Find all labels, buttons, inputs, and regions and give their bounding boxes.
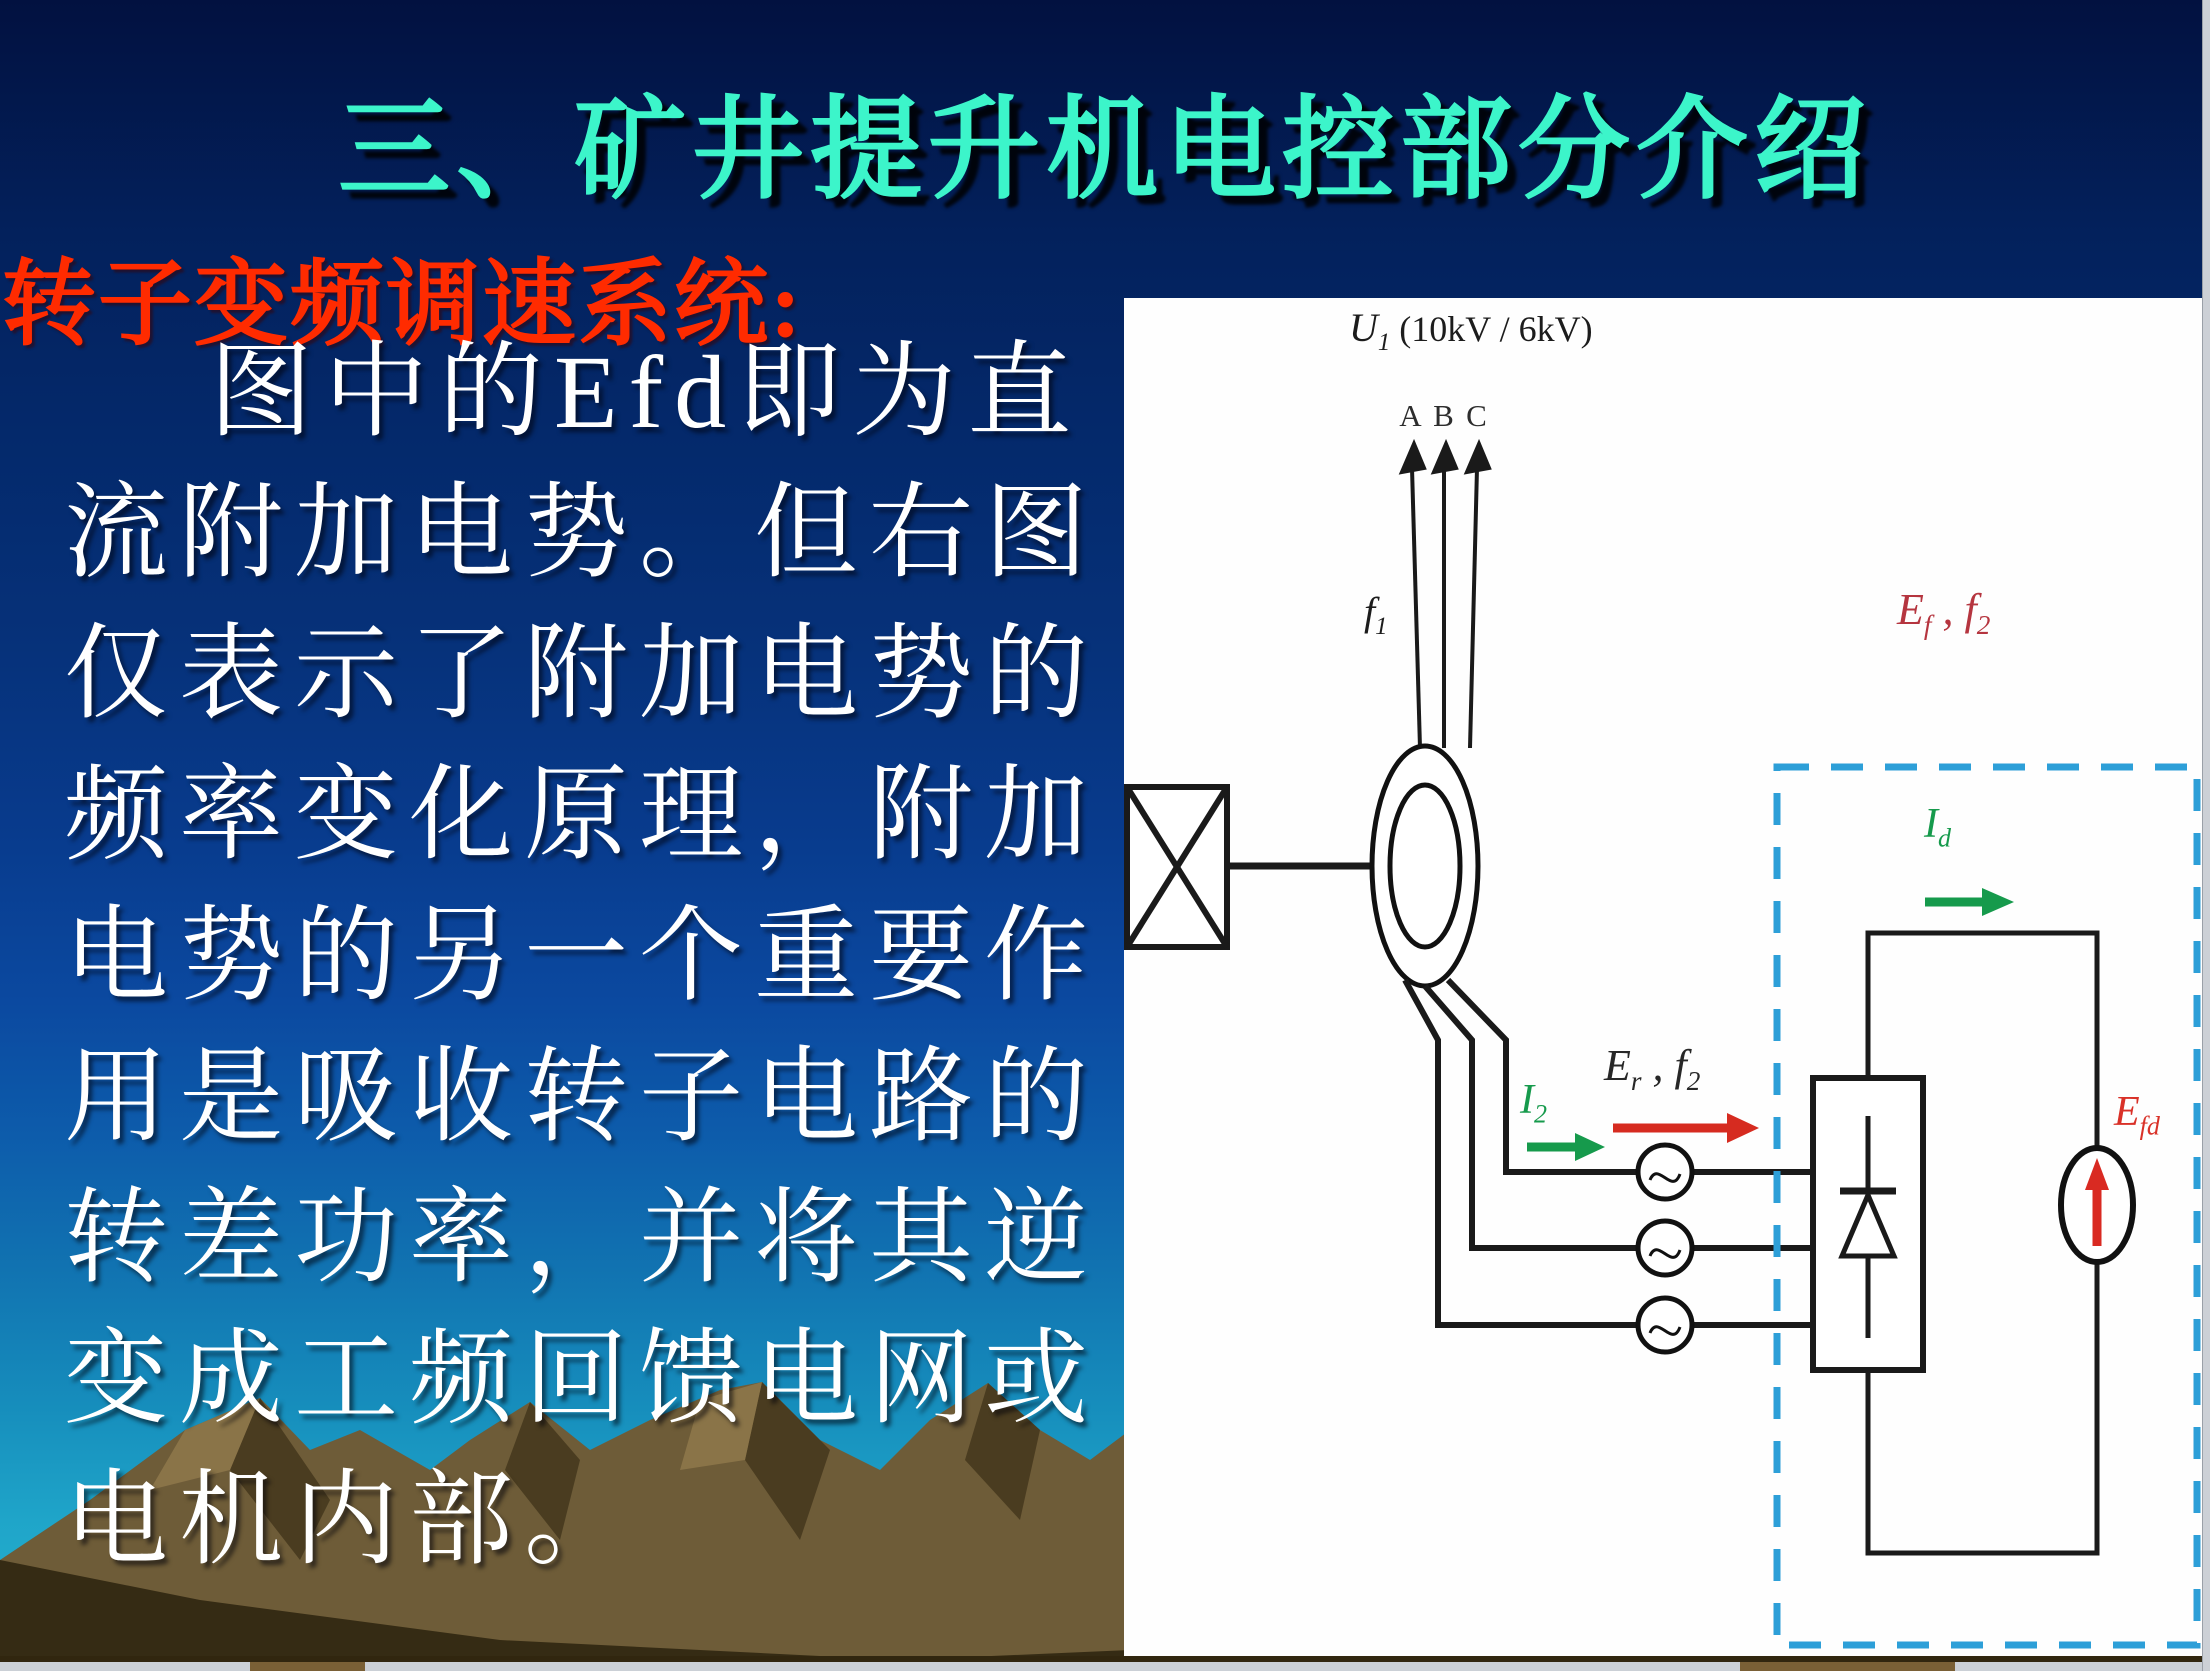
wound-rotor-motor (1372, 746, 1478, 986)
er-separator: , (1641, 1041, 1675, 1090)
body-line: 电机内部。 (64, 1463, 640, 1578)
dc-current-label (1924, 800, 1951, 853)
section-heading: 转子变频调速系统: (2, 253, 804, 357)
phase-labels (1394, 398, 1493, 434)
body-line: 流附加电势。但右图 (64, 476, 1100, 591)
er-symbol: E (1604, 1041, 1631, 1090)
i2-subscript: 2 (1534, 1099, 1548, 1129)
phase-a-label: A (1399, 398, 1422, 433)
u1-subscript: 1 (1377, 329, 1391, 356)
ef-separator: , (1931, 585, 1965, 634)
slip-ring-sources (1638, 1145, 1692, 1352)
rotor-emf-arrow (1613, 1113, 1759, 1143)
er-f2-subscript: 2 (1686, 1065, 1701, 1096)
body-line: 图中的Efd即为直 (209, 335, 1083, 450)
feedback-emf-label (1897, 584, 1990, 641)
bottom-strip-patch (250, 1662, 365, 1671)
body-line: 电势的另一个重要作 (64, 899, 1100, 1014)
er-subscript: r (1630, 1065, 1642, 1096)
circuit-schematic (1124, 298, 2202, 1662)
body-line: 转差功率，并将其逆 (64, 1181, 1100, 1296)
u1-rating: (10kV / 6kV) (1390, 309, 1593, 349)
circuit-diagram-panel (1124, 298, 2202, 1662)
phase-b-label: B (1433, 398, 1454, 433)
supply-voltage-label (1349, 304, 1593, 357)
er-f2-symbol: f (1674, 1041, 1687, 1090)
body-line: 仅表示了附加电势的 (64, 617, 1100, 732)
ef-subscript: f (1923, 609, 1932, 640)
body-paragraph (64, 322, 1120, 1591)
efd-subscript: fd (2139, 1111, 2160, 1141)
rotor-emf-label (1604, 1040, 1700, 1097)
hoist-load-box (1127, 787, 1227, 947)
body-line: 变成工频回馈电网或 (64, 1322, 1100, 1437)
page-title: 三、矿井提升机电控部分介绍 (338, 89, 1872, 213)
body-line: 用是吸收转子电路的 (64, 1040, 1100, 1155)
ef-f2-symbol: f (1964, 585, 1977, 634)
rectifier-box (1813, 1078, 1923, 1370)
ef-f2-subscript: 2 (1976, 609, 1991, 640)
stator-frequency-label (1364, 588, 1388, 641)
i2-symbol: I (1520, 1077, 1534, 1123)
dc-emf-label (2114, 1088, 2160, 1141)
dc-emf-source (2061, 1148, 2133, 1262)
rotor-current-arrow (1527, 1133, 1605, 1161)
phase-c-label: C (1466, 398, 1487, 433)
ef-symbol: E (1897, 585, 1924, 634)
right-scrollbar-track[interactable] (2202, 0, 2210, 1671)
f1-subscript: 1 (1375, 613, 1388, 640)
bottom-scroll-strip (0, 1662, 2210, 1671)
efd-symbol: E (2114, 1089, 2140, 1135)
f1-symbol: f (1364, 589, 1376, 634)
u1-symbol: U (1349, 305, 1378, 350)
rotor-current-label (1520, 1076, 1547, 1129)
rotor-leads (1405, 980, 1813, 1325)
id-symbol: I (1924, 801, 1938, 847)
supply-line-arrows (1402, 444, 1489, 748)
body-line: 频率变化原理，附加 (64, 758, 1100, 873)
dc-current-arrow (1925, 888, 2014, 916)
bottom-strip-patch (1740, 1662, 1955, 1671)
id-subscript: d (1938, 823, 1952, 853)
